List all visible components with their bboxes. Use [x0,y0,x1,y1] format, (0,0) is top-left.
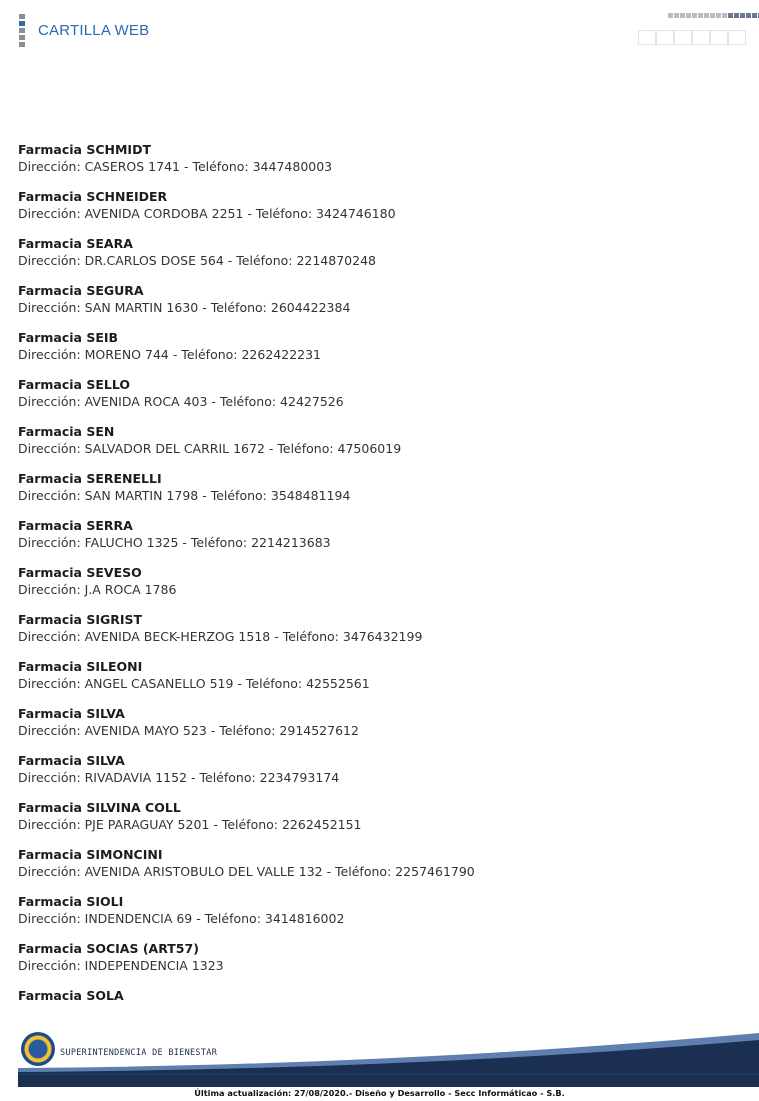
pharmacy-address: Dirección: ANGEL CASANELLO 519 - Teléfono: 42552561 [18,676,370,691]
deco-square [668,13,673,18]
pharmacy-address: Dirección: AVENIDA CORDOBA 2251 - Teléfono: 3424746180 [18,206,396,221]
pharmacy-address: Dirección: AVENIDA ROCA 403 - Teléfono: 42427526 [18,394,344,409]
pharmacy-name: Farmacia SILVA [18,753,125,768]
pharmacy-name: Farmacia SCHNEIDER [18,189,168,204]
pharmacy-address: Dirección: INDEPENDENCIA 1323 [18,958,224,973]
list-item [18,658,738,705]
pharmacy-address: Dirección: FALUCHO 1325 - Teléfono: 2214213683 [18,535,331,550]
seal-logo-icon [21,1032,55,1066]
pharmacy-name: Farmacia SELLO [18,377,130,392]
list-item [18,188,738,235]
list-item [18,517,738,564]
pharmacy-address: Dirección: SAN MARTIN 1798 - Teléfono: 3548481194 [18,488,351,503]
pharmacy-name: Farmacia SILVA [18,706,125,721]
pharmacy-name: Farmacia SIGRIST [18,612,143,627]
footer-banner [18,1030,759,1087]
deco-square [686,13,691,18]
pharmacy-name: Farmacia SEN [18,424,115,439]
deco-square [704,13,709,18]
deco-square [752,13,757,18]
deco-box [674,30,692,45]
pharmacy-address: Dirección: J.A ROCA 1786 [18,582,177,597]
page-title: CARTILLA WEB [38,22,150,39]
org-name: SUPERINTENDENCIA DE BIENESTAR [60,1048,218,1058]
pharmacy-name: Farmacia SEARA [18,236,133,251]
list-item [18,329,738,376]
header-decoration [638,12,759,48]
pharmacy-address: Dirección: SALVADOR DEL CARRIL 1672 - Teléfono: 47506019 [18,441,402,456]
pharmacy-address: Dirección: SAN MARTIN 1630 - Teléfono: 2604422384 [18,300,351,315]
pharmacy-name: Farmacia SIMONCINI [18,847,163,862]
deco-square [674,13,679,18]
deco-square [734,13,739,18]
list-item [18,752,738,799]
pharmacy-address: Dirección: AVENIDA BECK-HERZOG 1518 - Teléfono: 3476432199 [18,629,423,644]
list-item [18,564,738,611]
list-item [18,705,738,752]
deco-square [680,13,685,18]
deco-box [710,30,728,45]
pharmacy-name: Farmacia SCHMIDT [18,142,151,157]
deco-square [740,13,745,18]
list-item [18,282,738,329]
pharmacy-address: Dirección: RIVADAVIA 1152 - Teléfono: 2234793174 [18,770,340,785]
deco-square [710,13,715,18]
deco-box [638,30,656,45]
pharmacy-name: Farmacia SEVESO [18,565,142,580]
footer-wave-band [18,1030,759,1087]
pharmacy-name: Farmacia SIOLI [18,894,124,909]
list-item [18,470,738,517]
list-item [18,987,738,1034]
pharmacy-name: Farmacia SOCIAS (ART57) [18,941,199,956]
list-item [18,235,738,282]
deco-square [692,13,697,18]
pharmacy-name: Farmacia SERRA [18,518,133,533]
list-item [18,799,738,846]
pharmacy-name: Farmacia SOLA [18,988,124,1003]
deco-box [656,30,674,45]
list-item [18,141,738,188]
pharmacy-address: Dirección: INDENDENCIA 69 - Teléfono: 3414816002 [18,911,345,926]
header-bars-icon [19,14,25,47]
deco-square [722,13,727,18]
pharmacy-address: Dirección: MORENO 744 - Teléfono: 2262422231 [18,347,322,362]
deco-square [746,13,751,18]
list-item [18,423,738,470]
deco-box [728,30,746,45]
list-item [18,846,738,893]
pharmacy-list [18,141,738,1034]
last-updated-text: Última actualización: 27/08/2020.- Diseño y Desarrollo - Secc Informáticao - S.B. [194,1088,565,1098]
list-item [18,893,738,940]
deco-square [698,13,703,18]
list-item [18,611,738,658]
pharmacy-address: Dirección: AVENIDA ARISTOBULO DEL VALLE 132 - Teléfono: 2257461790 [18,864,475,879]
pharmacy-name: Farmacia SEGURA [18,283,144,298]
pharmacy-address: Dirección: PJE PARAGUAY 5201 - Teléfono: 2262452151 [18,817,362,832]
pharmacy-address: Dirección: DR.CARLOS DOSE 564 - Teléfono: 2214870248 [18,253,376,268]
pharmacy-name: Farmacia SERENELLI [18,471,162,486]
pharmacy-name: Farmacia SEIB [18,330,119,345]
list-item [18,940,738,987]
pharmacy-name: Farmacia SILEONI [18,659,143,674]
pharmacy-address: Dirección: AVENIDA MAYO 523 - Teléfono: 2914527612 [18,723,359,738]
list-item [18,376,738,423]
deco-box [692,30,710,45]
deco-square [716,13,721,18]
deco-square [728,13,733,18]
pharmacy-address: Dirección: CASEROS 1741 - Teléfono: 3447480003 [18,159,333,174]
pharmacy-name: Farmacia SILVINA COLL [18,800,181,815]
